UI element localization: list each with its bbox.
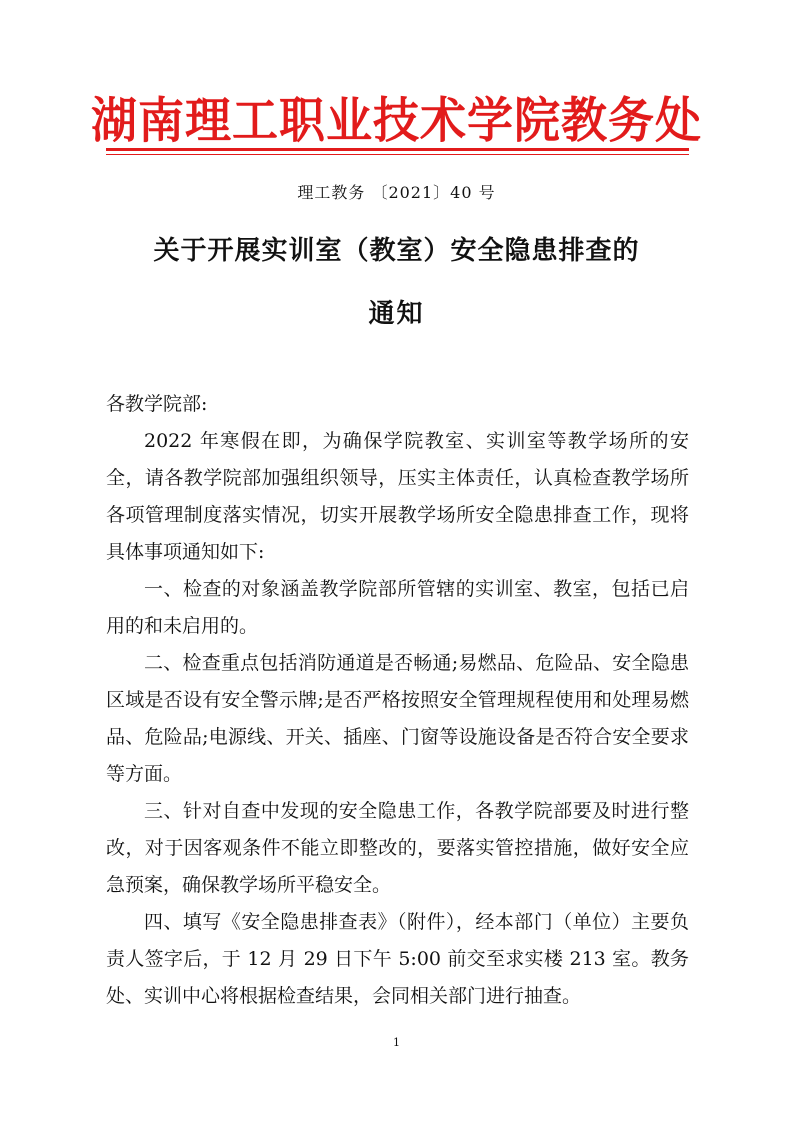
greeting: 各教学院部: xyxy=(106,393,208,415)
paragraph-item-2: 二、检查重点包括消防通道是否畅通;易燃品、危险品、安全隐患区域是否设有安全警示牌;是否严格按照安全管理规程使用和处理易燃品、危险品;电源线、开关、插座、门窗等设施设备是否符合安全要求等方面。 xyxy=(106,652,689,785)
paragraph-item-3: 三、针对自查中发现的安全隐患工作，各教学院部要及时进行整改，对于因客观条件不能立即整改的，要落实管控措施，做好安全应急预案，确保教学场所平稳安全。 xyxy=(106,800,689,896)
document-body xyxy=(106,386,689,1015)
header-rule-thick xyxy=(106,148,689,151)
header-rule-thin xyxy=(106,154,689,155)
paragraph-intro: 2022 年寒假在即，为确保学院教室、实训室等教学场所的安全，请各教学院部加强组织领导，压实主体责任，认真检查教学场所各项管理制度落实情况，切实开展教学场所安全隐患排查工作，现将具体事项通知如下: xyxy=(106,430,689,563)
document-number: 理工教务 〔2021〕40 号 xyxy=(297,183,496,202)
page-number: 1 xyxy=(393,1036,400,1049)
paragraph-item-4: 四、填写《安全隐患排查表》（附件），经本部门（单位）主要负责人签字后，于 12 月 29 日下午 5:00 前交至求实楼 213 室。教务处、实训中心将根据检查结果，会同相关部门进行抽查。 xyxy=(106,911,689,1007)
document-title-line1: 关于开展实训室（教室）安全隐患排查的 xyxy=(153,236,640,266)
paragraph-item-1: 一、检查的对象涵盖教学院部所管辖的实训室、教室，包括已启用的和未启用的。 xyxy=(106,578,689,637)
org-header-title: 湖南理工职业技术学院教务处 xyxy=(91,91,702,149)
document-title-line2: 通知 xyxy=(368,299,425,329)
